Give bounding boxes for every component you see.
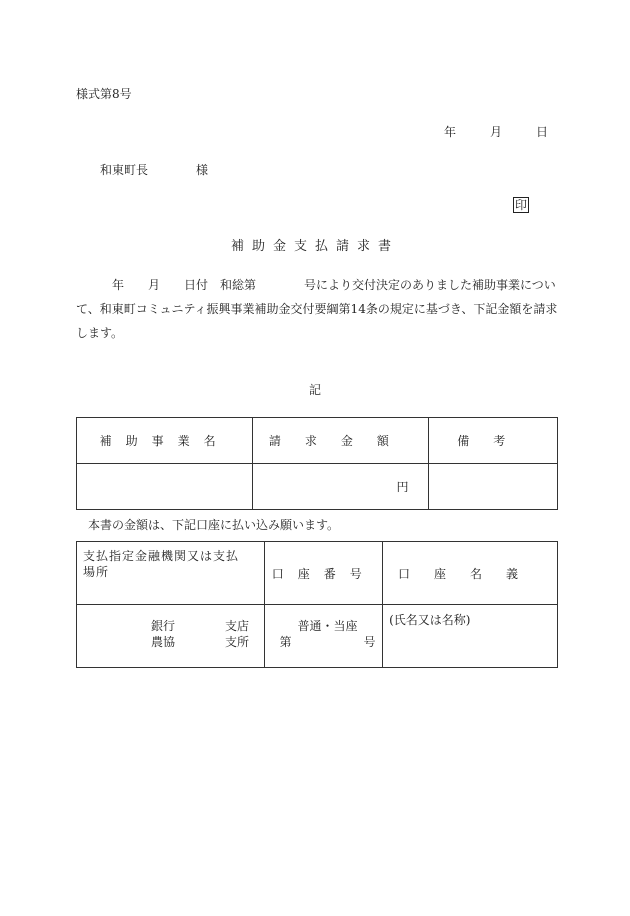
yen-unit: 円 xyxy=(396,480,409,494)
document-title: 補助金支払請求書 xyxy=(230,239,399,254)
branch-label: 支店 xyxy=(225,619,250,633)
date-month: 月 xyxy=(490,125,503,139)
name-hint: (氏名又は名称) xyxy=(389,613,471,627)
header-bank: 支払指定金融機関又は支払場所 xyxy=(77,542,265,605)
remarks-cell[interactable] xyxy=(429,464,558,510)
ki-heading: 記 xyxy=(308,383,321,397)
header-account-number: 口座番号 xyxy=(265,542,383,605)
seal-mark: 印 xyxy=(515,198,528,212)
bank-table-row xyxy=(77,605,558,668)
date-day: 日 xyxy=(536,125,549,139)
addressee-name: 和東町長 xyxy=(100,163,149,177)
number-suffix: 号 xyxy=(363,635,376,649)
bank-table xyxy=(76,541,558,668)
form-number: 様式第8号 xyxy=(76,87,132,101)
payment-notice: 本書の金額は、下記口座に払い込み願います。 xyxy=(88,518,340,532)
office-label: 支所 xyxy=(225,635,250,649)
bank-table-header xyxy=(77,542,558,605)
header-remarks: 備考 xyxy=(429,418,558,464)
header-account-name: 口座名義 xyxy=(383,542,558,605)
amount-cell[interactable] xyxy=(253,464,429,510)
claim-table-header xyxy=(77,418,558,464)
header-claim-amount: 請求金額 xyxy=(253,418,429,464)
body-line-1: 年 月 日付 和総第 号により交付決定のありました補助事業につい xyxy=(112,278,556,292)
body-line-2: て、和東町コミュニティ振興事業補助金交付要綱第14条の規定に基づき、下記金額を請求 xyxy=(76,302,558,316)
claim-table xyxy=(76,417,558,510)
body-paragraph xyxy=(76,273,558,345)
claim-table-row xyxy=(77,464,558,510)
project-name-cell[interactable] xyxy=(77,464,253,510)
coop-label: 農協 xyxy=(151,635,176,649)
bank-cell[interactable] xyxy=(77,605,265,668)
header-project-name: 補助事業名 xyxy=(77,418,253,464)
account-number-cell[interactable] xyxy=(265,605,383,668)
addressee xyxy=(100,161,208,178)
number-prefix: 第 xyxy=(279,635,292,649)
body-line-3: します。 xyxy=(76,326,124,340)
bank-label: 銀行 xyxy=(151,619,176,633)
addressee-honorific: 様 xyxy=(196,163,209,177)
account-name-cell[interactable] xyxy=(383,605,558,668)
date-year: 年 xyxy=(444,125,457,139)
account-type: 普通・当座 xyxy=(297,619,358,633)
date-line xyxy=(444,123,548,140)
